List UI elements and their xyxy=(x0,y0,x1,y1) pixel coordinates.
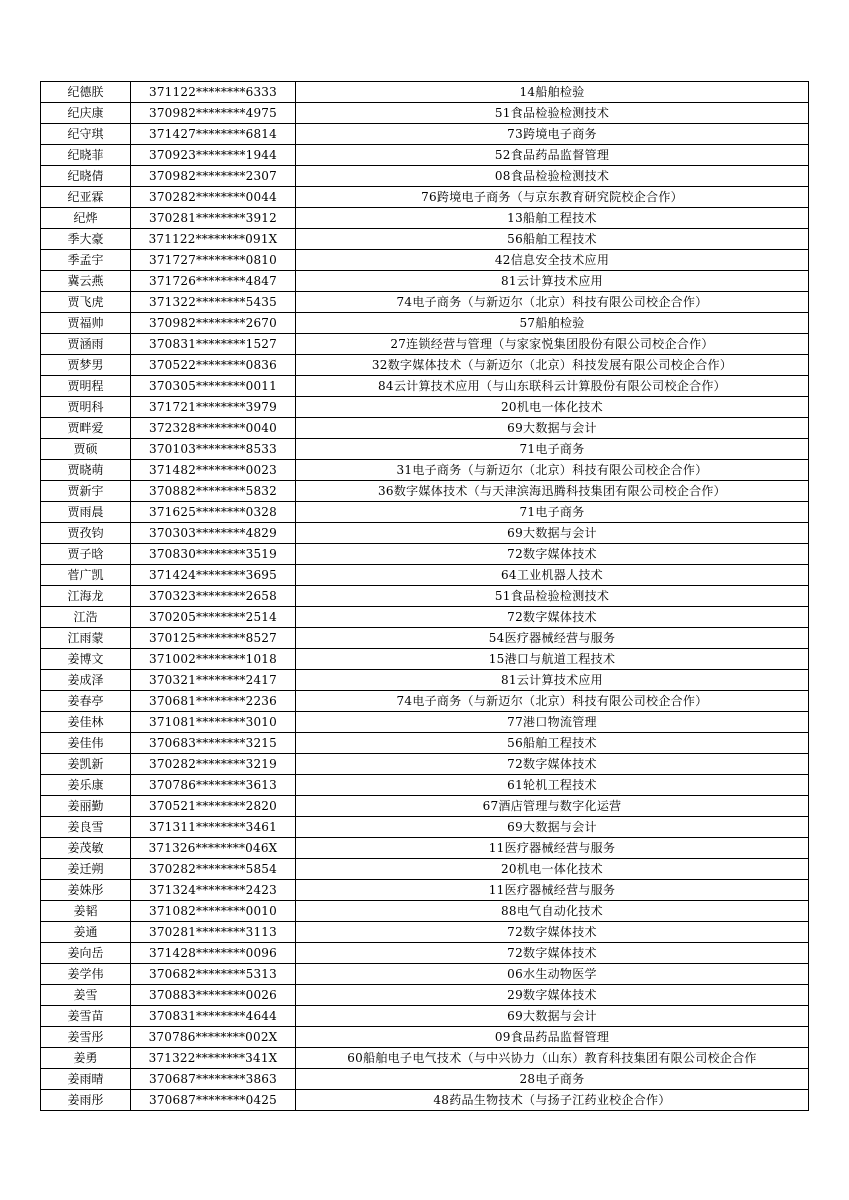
name-cell: 贾孜钧 xyxy=(41,523,131,544)
major-cell: 76跨境电子商务（与京东教育研究院校企合作） xyxy=(296,187,809,208)
id-number-cell: 371482********0023 xyxy=(131,460,296,481)
name-cell: 江海龙 xyxy=(41,586,131,607)
id-number-cell: 370786********3613 xyxy=(131,775,296,796)
id-number-cell: 370305********0011 xyxy=(131,376,296,397)
name-cell: 纪亚霖 xyxy=(41,187,131,208)
name-cell: 姜成泽 xyxy=(41,670,131,691)
name-cell: 贾晓萌 xyxy=(41,460,131,481)
major-cell: 71电子商务 xyxy=(296,439,809,460)
id-number-cell: 370522********0836 xyxy=(131,355,296,376)
table-row xyxy=(41,460,809,481)
id-number-cell: 370683********3215 xyxy=(131,733,296,754)
major-cell: 71电子商务 xyxy=(296,502,809,523)
table-row xyxy=(41,712,809,733)
id-number-cell: 371427********6814 xyxy=(131,124,296,145)
name-cell: 菅广凯 xyxy=(41,565,131,586)
name-cell: 姜雨彤 xyxy=(41,1090,131,1111)
major-cell: 60船舶电子电气技术（与中兴协力（山东）教育科技集团有限公司校企合作 xyxy=(296,1048,809,1069)
table-row xyxy=(41,796,809,817)
major-cell: 15港口与航道工程技术 xyxy=(296,649,809,670)
table-row xyxy=(41,943,809,964)
id-number-cell: 370882********5832 xyxy=(131,481,296,502)
table-row xyxy=(41,355,809,376)
table-row xyxy=(41,607,809,628)
major-cell: 11医疗器械经营与服务 xyxy=(296,880,809,901)
major-cell: 69大数据与会计 xyxy=(296,523,809,544)
name-cell: 纪烨 xyxy=(41,208,131,229)
major-cell: 72数字媒体技术 xyxy=(296,607,809,628)
id-number-cell: 370205********2514 xyxy=(131,607,296,628)
id-number-cell: 371726********4847 xyxy=(131,271,296,292)
table-row xyxy=(41,628,809,649)
major-cell: 51食品检验检测技术 xyxy=(296,103,809,124)
table-row xyxy=(41,691,809,712)
id-number-cell: 370321********2417 xyxy=(131,670,296,691)
major-cell: 61轮机工程技术 xyxy=(296,775,809,796)
major-cell: 69大数据与会计 xyxy=(296,817,809,838)
id-number-cell: 370281********3113 xyxy=(131,922,296,943)
major-cell: 77港口物流管理 xyxy=(296,712,809,733)
table-row xyxy=(41,670,809,691)
table-row xyxy=(41,817,809,838)
major-cell: 51食品检验检测技术 xyxy=(296,586,809,607)
major-cell: 54医疗器械经营与服务 xyxy=(296,628,809,649)
major-cell: 72数字媒体技术 xyxy=(296,754,809,775)
table-row xyxy=(41,397,809,418)
name-cell: 贾福帅 xyxy=(41,313,131,334)
id-number-cell: 370282********0044 xyxy=(131,187,296,208)
name-cell: 姜凯新 xyxy=(41,754,131,775)
id-number-cell: 371122********6333 xyxy=(131,82,296,103)
major-cell: 72数字媒体技术 xyxy=(296,544,809,565)
id-number-cell: 370682********5313 xyxy=(131,964,296,985)
major-cell: 81云计算技术应用 xyxy=(296,670,809,691)
table-row xyxy=(41,292,809,313)
table-row xyxy=(41,187,809,208)
id-number-cell: 370303********4829 xyxy=(131,523,296,544)
table-row xyxy=(41,733,809,754)
table-row xyxy=(41,586,809,607)
id-number-cell: 370521********2820 xyxy=(131,796,296,817)
major-cell: 31电子商务（与新迈尔（北京）科技有限公司校企合作） xyxy=(296,460,809,481)
id-number-cell: 370786********002X xyxy=(131,1027,296,1048)
id-number-cell: 371322********5435 xyxy=(131,292,296,313)
table-row xyxy=(41,334,809,355)
major-cell: 36数字媒体技术（与天津滨海迅腾科技集团有限公司校企合作） xyxy=(296,481,809,502)
id-number-cell: 370982********2307 xyxy=(131,166,296,187)
id-number-cell: 371721********3979 xyxy=(131,397,296,418)
id-number-cell: 370831********1527 xyxy=(131,334,296,355)
name-cell: 姜佳林 xyxy=(41,712,131,733)
major-cell: 64工业机器人技术 xyxy=(296,565,809,586)
major-cell: 57船舶检验 xyxy=(296,313,809,334)
major-cell: 13船舶工程技术 xyxy=(296,208,809,229)
id-number-cell: 370687********0425 xyxy=(131,1090,296,1111)
major-cell: 20机电一体化技术 xyxy=(296,859,809,880)
major-cell: 74电子商务（与新迈尔（北京）科技有限公司校企合作） xyxy=(296,691,809,712)
id-number-cell: 370982********2670 xyxy=(131,313,296,334)
table-row xyxy=(41,922,809,943)
major-cell: 72数字媒体技术 xyxy=(296,922,809,943)
name-cell: 贾畔爱 xyxy=(41,418,131,439)
name-cell: 姜学伟 xyxy=(41,964,131,985)
major-cell: 42信息安全技术应用 xyxy=(296,250,809,271)
table-row xyxy=(41,439,809,460)
table-row xyxy=(41,166,809,187)
id-number-cell: 371428********0096 xyxy=(131,943,296,964)
roster-table-body xyxy=(41,82,809,1111)
major-cell: 74电子商务（与新迈尔（北京）科技有限公司校企合作） xyxy=(296,292,809,313)
major-cell: 69大数据与会计 xyxy=(296,418,809,439)
table-row xyxy=(41,523,809,544)
id-number-cell: 370982********4975 xyxy=(131,103,296,124)
table-row xyxy=(41,208,809,229)
id-number-cell: 370281********3912 xyxy=(131,208,296,229)
table-row xyxy=(41,754,809,775)
table-row xyxy=(41,502,809,523)
table-row xyxy=(41,418,809,439)
table-row xyxy=(41,250,809,271)
name-cell: 冀云燕 xyxy=(41,271,131,292)
major-cell: 28电子商务 xyxy=(296,1069,809,1090)
id-number-cell: 370282********3219 xyxy=(131,754,296,775)
table-row xyxy=(41,1090,809,1111)
name-cell: 姜姝彤 xyxy=(41,880,131,901)
id-number-cell: 371081********3010 xyxy=(131,712,296,733)
id-number-cell: 372328********0040 xyxy=(131,418,296,439)
table-row xyxy=(41,1048,809,1069)
table-row xyxy=(41,103,809,124)
id-number-cell: 370923********1944 xyxy=(131,145,296,166)
major-cell: 69大数据与会计 xyxy=(296,1006,809,1027)
major-cell: 52食品药品监督管理 xyxy=(296,145,809,166)
name-cell: 姜雪 xyxy=(41,985,131,1006)
id-number-cell: 370831********4644 xyxy=(131,1006,296,1027)
name-cell: 姜春亭 xyxy=(41,691,131,712)
table-row xyxy=(41,544,809,565)
major-cell: 20机电一体化技术 xyxy=(296,397,809,418)
table-row xyxy=(41,964,809,985)
name-cell: 纪德朕 xyxy=(41,82,131,103)
table-row xyxy=(41,1006,809,1027)
name-cell: 姜雪彤 xyxy=(41,1027,131,1048)
major-cell: 08食品检验检测技术 xyxy=(296,166,809,187)
name-cell: 贾新宇 xyxy=(41,481,131,502)
name-cell: 姜迁朔 xyxy=(41,859,131,880)
table-row xyxy=(41,124,809,145)
name-cell: 江雨蒙 xyxy=(41,628,131,649)
name-cell: 姜丽勤 xyxy=(41,796,131,817)
name-cell: 姜勇 xyxy=(41,1048,131,1069)
name-cell: 纪守琪 xyxy=(41,124,131,145)
roster-table xyxy=(40,81,809,1111)
id-number-cell: 371322********341X xyxy=(131,1048,296,1069)
name-cell: 纪晓倩 xyxy=(41,166,131,187)
table-row xyxy=(41,1069,809,1090)
id-number-cell: 371122********091X xyxy=(131,229,296,250)
table-row xyxy=(41,1027,809,1048)
id-number-cell: 370323********2658 xyxy=(131,586,296,607)
id-number-cell: 370103********8533 xyxy=(131,439,296,460)
id-number-cell: 371326********046X xyxy=(131,838,296,859)
table-row xyxy=(41,985,809,1006)
table-row xyxy=(41,271,809,292)
major-cell: 14船舶检验 xyxy=(296,82,809,103)
major-cell: 09食品药品监督管理 xyxy=(296,1027,809,1048)
name-cell: 贾明科 xyxy=(41,397,131,418)
table-row xyxy=(41,376,809,397)
document-page xyxy=(40,81,809,1111)
major-cell: 56船舶工程技术 xyxy=(296,229,809,250)
id-number-cell: 371002********1018 xyxy=(131,649,296,670)
id-number-cell: 371424********3695 xyxy=(131,565,296,586)
major-cell: 29数字媒体技术 xyxy=(296,985,809,1006)
major-cell: 84云计算技术应用（与山东联科云计算股份有限公司校企合作） xyxy=(296,376,809,397)
name-cell: 姜雨晴 xyxy=(41,1069,131,1090)
name-cell: 贾硕 xyxy=(41,439,131,460)
name-cell: 江浩 xyxy=(41,607,131,628)
table-row xyxy=(41,565,809,586)
table-row xyxy=(41,838,809,859)
table-row xyxy=(41,649,809,670)
name-cell: 贾飞虎 xyxy=(41,292,131,313)
name-cell: 贾雨晨 xyxy=(41,502,131,523)
table-row xyxy=(41,313,809,334)
name-cell: 纪庆康 xyxy=(41,103,131,124)
major-cell: 11医疗器械经营与服务 xyxy=(296,838,809,859)
id-number-cell: 371311********3461 xyxy=(131,817,296,838)
table-row xyxy=(41,229,809,250)
major-cell: 56船舶工程技术 xyxy=(296,733,809,754)
name-cell: 贾涵雨 xyxy=(41,334,131,355)
major-cell: 88电气自动化技术 xyxy=(296,901,809,922)
name-cell: 贾子晗 xyxy=(41,544,131,565)
id-number-cell: 370681********2236 xyxy=(131,691,296,712)
major-cell: 06水生动物医学 xyxy=(296,964,809,985)
table-row xyxy=(41,481,809,502)
id-number-cell: 371625********0328 xyxy=(131,502,296,523)
table-row xyxy=(41,859,809,880)
major-cell: 73跨境电子商务 xyxy=(296,124,809,145)
id-number-cell: 371082********0010 xyxy=(131,901,296,922)
name-cell: 姜韬 xyxy=(41,901,131,922)
major-cell: 81云计算技术应用 xyxy=(296,271,809,292)
table-row xyxy=(41,82,809,103)
table-row xyxy=(41,880,809,901)
table-row xyxy=(41,775,809,796)
id-number-cell: 370125********8527 xyxy=(131,628,296,649)
major-cell: 27连锁经营与管理（与家家悦集团股份有限公司校企合作） xyxy=(296,334,809,355)
major-cell: 32数字媒体技术（与新迈尔（北京）科技发展有限公司校企合作） xyxy=(296,355,809,376)
id-number-cell: 371324********2423 xyxy=(131,880,296,901)
name-cell: 姜雪苗 xyxy=(41,1006,131,1027)
name-cell: 姜佳伟 xyxy=(41,733,131,754)
name-cell: 季大豪 xyxy=(41,229,131,250)
major-cell: 67酒店管理与数字化运营 xyxy=(296,796,809,817)
major-cell: 48药品生物技术（与扬子江药业校企合作） xyxy=(296,1090,809,1111)
name-cell: 姜乐康 xyxy=(41,775,131,796)
id-number-cell: 370830********3519 xyxy=(131,544,296,565)
name-cell: 贾梦男 xyxy=(41,355,131,376)
id-number-cell: 371727********0810 xyxy=(131,250,296,271)
name-cell: 季孟宇 xyxy=(41,250,131,271)
name-cell: 姜博文 xyxy=(41,649,131,670)
name-cell: 纪晓菲 xyxy=(41,145,131,166)
id-number-cell: 370883********0026 xyxy=(131,985,296,1006)
name-cell: 姜良雪 xyxy=(41,817,131,838)
id-number-cell: 370282********5854 xyxy=(131,859,296,880)
name-cell: 姜茂敏 xyxy=(41,838,131,859)
name-cell: 姜向岳 xyxy=(41,943,131,964)
id-number-cell: 370687********3863 xyxy=(131,1069,296,1090)
table-row xyxy=(41,901,809,922)
major-cell: 72数字媒体技术 xyxy=(296,943,809,964)
table-row xyxy=(41,145,809,166)
name-cell: 姜通 xyxy=(41,922,131,943)
name-cell: 贾明程 xyxy=(41,376,131,397)
